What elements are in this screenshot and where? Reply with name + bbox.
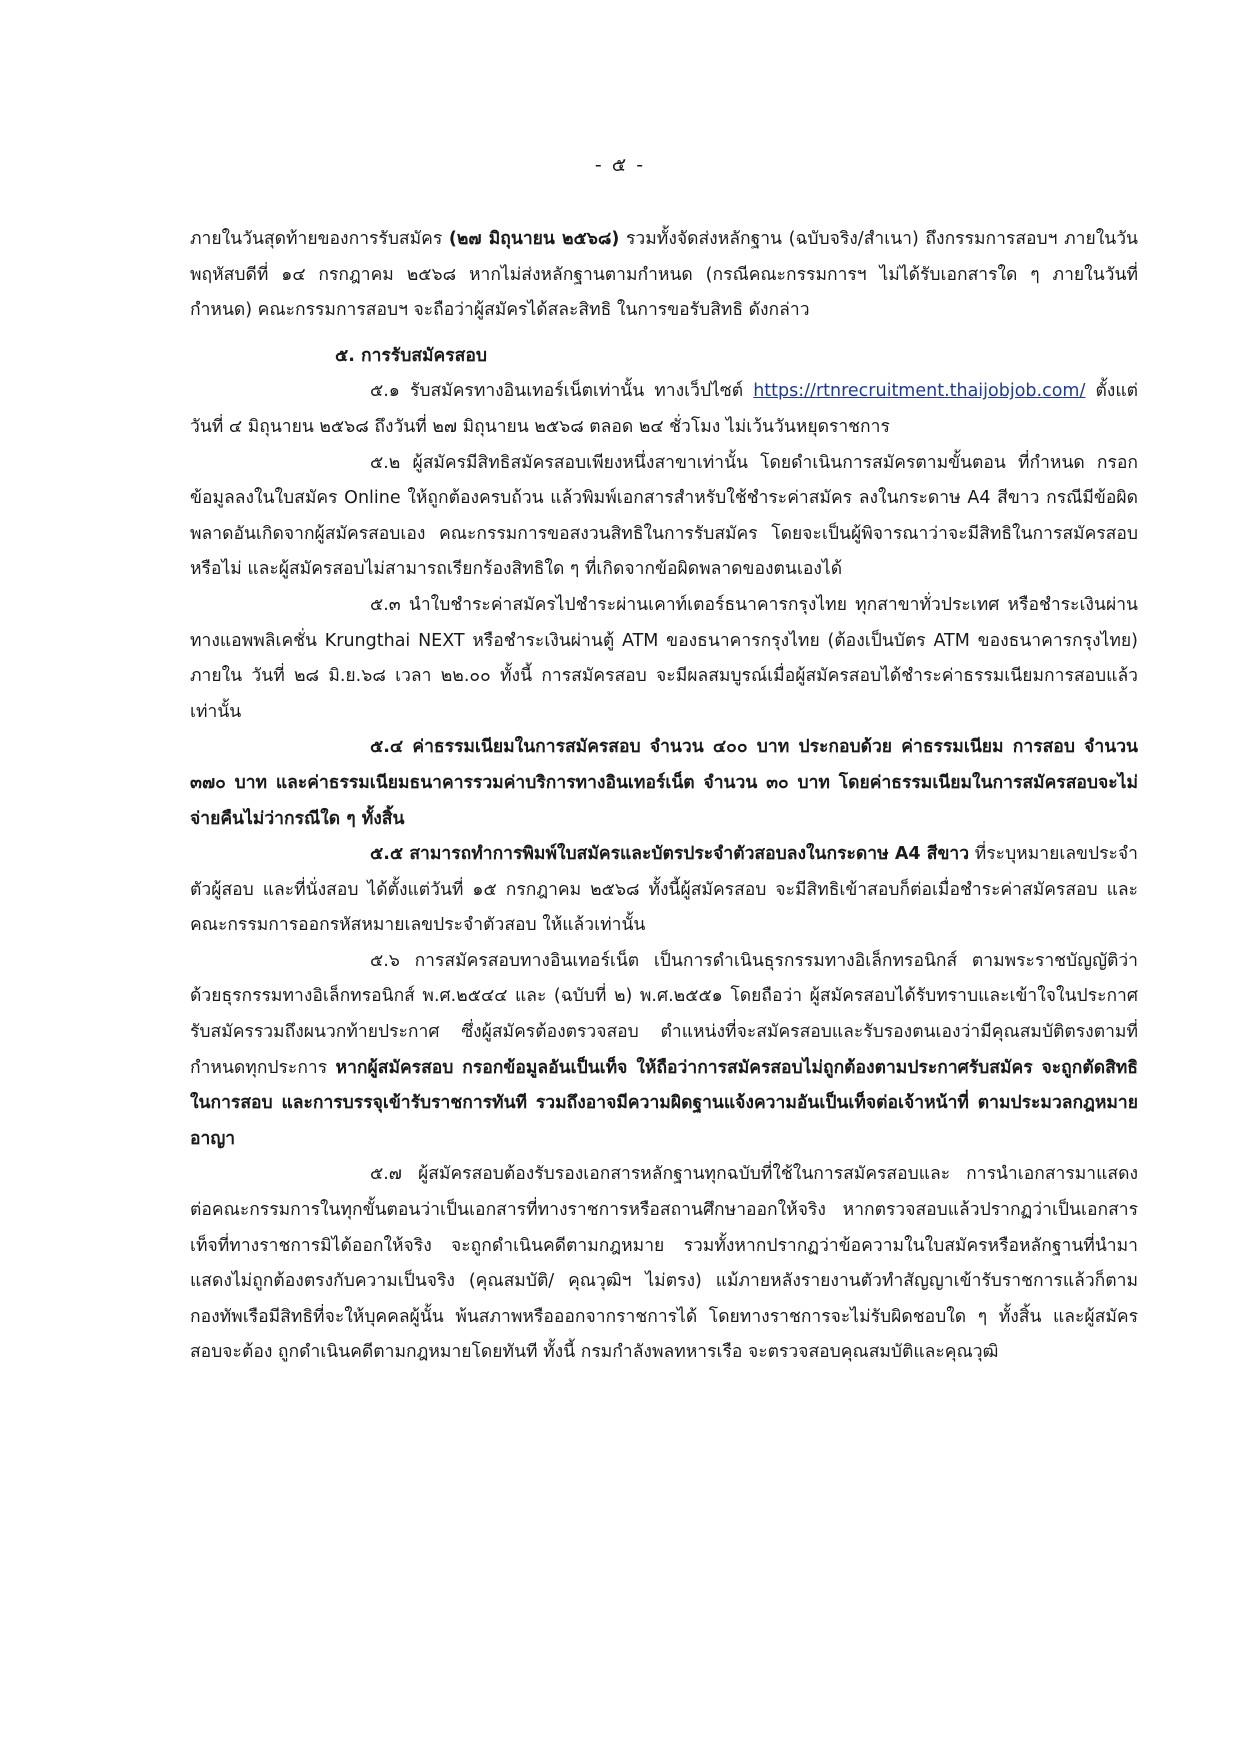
intro-paragraph [190, 222, 1138, 329]
paragraph-5-1-text-2: ตั้งแต่วันที่ ๔ มิถุนายน ๒๕๖๘ ถึงวันที่ ๒๗ มิถุนายน ๒๕๖๘ ตลอด ๒๔ ชั่วโมง ไม่เว้นวันหยุดราชการ [190, 381, 1138, 437]
paragraph-5-1-text-1: ๕.๑ รับสมัครทางอินเทอร์เน็ตเท่านั้น ทางเว็ปไซต์ [370, 381, 754, 402]
intro-date-bold: (๒๗ มิถุนายน ๒๕๖๘) [448, 229, 620, 249]
intro-text-1: ภายในวันสุดท้ายของการรับสมัคร [190, 229, 449, 249]
paragraph-5-5-text: ที่ระบุหมายเลขประจำตัวผู้สอบ และที่นั่งสอบ ได้ตั้งแต่วันที่ ๑๕ กรกฎาคม ๒๕๖๘ ทั้งนี้ผู้สมัครสอบ จะมีสิทธิเข้าสอบก็ต่อเมื่อชำระค่าสมัครสอบ และคณะกรรมการออกรหัสหมายเลขประจำตัวสอบ ให้แล้วเท่านั้น [190, 844, 1138, 936]
paragraph-5-2: ๕.๒ ผู้สมัครมีสิทธิสมัครสอบเพียงหนึ่งสาขาเท่านั้น โดยดำเนินการสมัครตามขั้นตอน ที่กำหนด กรอกข้อมูลลงในใบสมัคร Online ให้ถูกต้องครบถ้วน แล้วพิมพ์เอกสารสำหรับใช้ชำระค่าสมัคร ลงในกระดาษ A4 สีขาว กรณีมีข้อผิดพลาดอันเกิดจากผู้สมัครสอบเอง คณะกรรมการขอสงวนสิทธิในการรับสมัคร โดยจะเป็นผู้พิจารณาว่าจะมีสิทธิในการสมัครสอบหรือไม่ และผู้สมัครสอบไม่สามารถเรียกร้องสิทธิใด ๆ ที่เกิดจากข้อผิดพลาดของตนเองได้ [190, 452, 1138, 580]
paragraph-5-5-bold: ๕.๕ สามารถทำการพิมพ์ใบสมัครและบัตรประจำตัวสอบลงในกระดาษ A4 สีขาว [370, 844, 970, 865]
paragraph-5-5 [190, 837, 1138, 944]
page-number: - ๕ - [594, 154, 646, 176]
paragraph-5-7: ๕.๗ ผู้สมัครสอบต้องรับรองเอกสารหลักฐานทุกฉบับที่ใช้ในการสมัครสอบและ การนำเอกสารมาแสดงต่อคณะกรรมการในทุกขั้นตอนว่าเป็นเอกสารที่ทางราชการหรือสถานศึกษาออกให้จริง หากตรวจสอบแล้วปรากฏว่าเป็นเอกสารเท็จที่ทางราชการมิได้ออกให้จริง จะถูกดำเนินคดีตามกฎหมาย รวมทั้งหากปรากฏว่าข้อความในใบสมัครหรือหลักฐานที่นำมาแสดงไม่ถูกต้องตรงกับความเป็นจริง (คุณสมบัติ/ คุณวุฒิฯ ไม่ตรง) แม้ภายหลังรายงานตัวทำสัญญาเข้ารับราชการแล้วก็ตาม กองทัพเรือมีสิทธิที่จะให้บุคคลผู้นั้น พ้นสภาพหรือออกจากราชการได้ โดยทางราชการจะไม่รับผิดชอบใด ๆ ทั้งสิ้น และผู้สมัครสอบจะต้อง ถูกดำเนินคดีตามกฎหมายโดยทันที ทั้งนี้ กรมกำลังพลทหารเรือ จะตรวจสอบคุณสมบัติและคุณวุฒิ [190, 1164, 1138, 1363]
paragraph-5-1 [190, 374, 1138, 445]
paragraph-5-4: ๕.๔ ค่าธรรมเนียมในการสมัครสอบ จำนวน ๔๐๐ บาท ประกอบด้วย ค่าธรรมเนียม การสอบ จำนวน ๓๗๐ บาท และค่าธรรมเนียมธนาคารรวมค่าบริการทางอินเทอร์เน็ต จำนวน ๓๐ บาท โดยค่าธรรมเนียมในการสมัครสอบจะไม่จ่ายคืนไม่ว่ากรณีใด ๆ ทั้งสิ้น [190, 737, 1138, 829]
recruitment-website-link[interactable]: https://rtnrecruitment.thaijobjob.com/ [753, 381, 1086, 402]
paragraph-5-3: ๕.๓ นำใบชำระค่าสมัครไปชำระผ่านเคาท์เตอร์ธนาคารกรุงไทย ทุกสาขาทั่วประเทศ หรือชำระเงินผ่านทางแอพพลิเคชั่น Krungthai NEXT หรือชำระเงินผ่านตู้ ATM ของธนาคารกรุงไทย (ต้องเป็นบัตร ATM ของธนาคารกรุงไทย) ภายใน วันที่ ๒๘ มิ.ย.๖๘ เวลา ๒๒.๐๐ ทั้งนี้ การสมัครสอบ จะมีผลสมบูรณ์เมื่อผู้สมัครสอบได้ชำระค่าธรรมเนียมการสอบแล้วเท่านั้น [190, 594, 1138, 722]
document-body [190, 222, 1138, 1371]
paragraph-5-6-bold: หากผู้สมัครสอบ กรอกข้อมูลอันเป็นเท็จ ให้ถือว่าการสมัครสอบไม่ถูกต้องตามประกาศรับสมัคร จะถูกตัดสิทธิในการสอบ และการบรรจุเข้ารับราชการทันที รวมถึงอาจมีความผิดฐานแจ้งความอันเป็นเท็จต่อเจ้าหน้าที่ ตามประมวลกฎหมายอาญา [190, 1057, 1138, 1149]
section-heading: ๕. การรับสมัครสอบ [335, 345, 487, 366]
paragraph-5-6-text: ๕.๖ การสมัครสอบทางอินเทอร์เน็ต เป็นการดำเนินธุรกรรมทางอิเล็กทรอนิกส์ ตามพระราชบัญญัติว่าด้วยธุรกรรมทางอิเล็กทรอนิกส์ พ.ศ.๒๕๔๔ และ (ฉบับที่ ๒) พ.ศ.๒๕๕๑ โดยถือว่า ผู้สมัครสอบได้รับทราบและเข้าใจในประกาศรับสมัครรวมถึงผนวกท้ายประกาศ ซึ่งผู้สมัครต้องตรวจสอบ ตำแหน่งที่จะสมัครสอบและรับรองตนเองว่ามีคุณสมบัติตรงตามที่กำหนดทุกประการ [190, 950, 1138, 1078]
paragraph-5-6 [190, 944, 1138, 1158]
intro-text-2: รวมทั้งจัดส่งหลักฐาน (ฉบับจริง/สำเนา) ถึงกรรมการสอบฯ ภายในวันพฤหัสบดีที่ ๑๔ กรกฎาคม ๒๕๖๘ หากไม่ส่งหลักฐานตามกำหนด (กรณีคณะกรรมการฯ ไม่ได้รับเอกสารใด ๆ ภายในวันที่กำหนด) คณะกรรมการสอบฯ จะถือว่าผู้สมัครได้สละสิทธิ ในการขอรับสิทธิ ดังกล่าว [190, 229, 1138, 321]
